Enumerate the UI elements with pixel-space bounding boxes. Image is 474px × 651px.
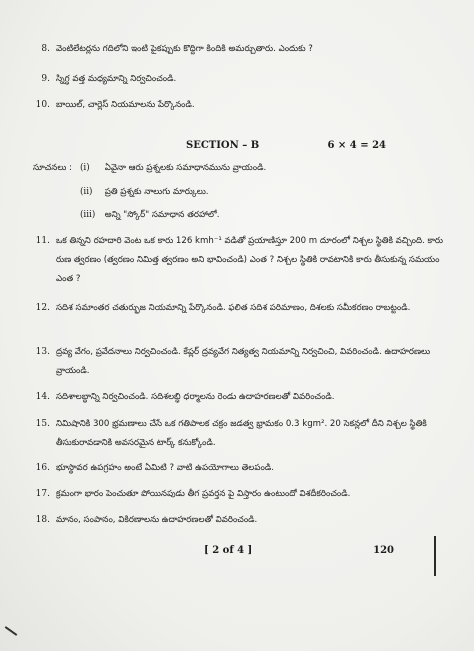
question-number: 17. — [35, 489, 50, 499]
question-number: 11. — [35, 236, 50, 246]
note-item — [80, 210, 219, 222]
note-roman: (i) — [80, 163, 90, 173]
question-text: సదిశ సమాంతర చతుర్భుజ నియమాన్ని పేర్కొనండి. ఫలిత సదిశ పరిమాణం, దిశలకు సమీకరణం రాబట్టండి. — [56, 303, 411, 313]
scan-corner-mark — [5, 626, 18, 636]
question-number: 14. — [35, 392, 50, 402]
question-17 — [28, 485, 452, 504]
question-text: నిమిషానికి 300 భ్రమణాలు చేసే ఒక గతిపాలక చక్రం జడత్వ భ్రామకం 0.3 kgm². 20 సెకన్లలో దీని నిశ్చల స్థితికి తీసుకురావడానికి అవసరమైన టార్క్ కనుక్కోండి. — [56, 419, 427, 448]
note-label: సూచనలు : — [33, 163, 73, 173]
section-title: SECTION – B — [186, 140, 260, 151]
question-text: స్నిగ్ధ వత్త మధ్యమాన్ని నిర్వచించండి. — [56, 74, 177, 84]
question-text: మానం, సంపానం, వికిరణాలను ఉదాహరణలతో వివరించండి. — [56, 515, 258, 525]
question-number: 12. — [35, 303, 50, 313]
question-18 — [28, 511, 452, 530]
note-item — [80, 187, 209, 199]
question-number: 8. — [41, 44, 50, 54]
note-roman: (ii) — [80, 187, 93, 197]
section-marks: 6 × 4 = 24 — [327, 140, 386, 151]
note-text: అన్ని "స్కోర్" సమాధాన తరహాలో. — [104, 210, 220, 220]
question-8 — [28, 40, 452, 59]
question-11 — [28, 232, 452, 289]
question-12 — [28, 299, 452, 318]
question-text: వెంటిలేటర్లను గదిలోని ఇంటి పైకప్పుకు కొద్దిగా కిందికి అమర్చుతారు. ఎందుకు ? — [56, 44, 313, 54]
question-9 — [28, 70, 452, 89]
question-number: 9. — [41, 74, 50, 84]
question-number: 15. — [35, 419, 50, 429]
page-indicator: [ 2 of 4 ] — [204, 545, 253, 556]
question-15 — [28, 415, 452, 453]
question-text: సదిశాలబ్ధాన్ని నిర్వచించండి. సదిశలబ్ధి ధర్మాలను రెండు ఉదాహరణలతో వివరించండి. — [56, 392, 335, 402]
question-number: 16. — [35, 463, 50, 473]
scan-edge-mark — [434, 536, 436, 576]
paper-code: 120 — [373, 545, 394, 556]
question-text: బాయిల్, చార్లెస్ నియమాలను పేర్కొనండి. — [56, 100, 195, 110]
question-13 — [28, 343, 452, 381]
note-roman: (iii) — [80, 210, 96, 220]
question-10 — [28, 96, 452, 115]
question-number: 18. — [35, 515, 50, 525]
question-text: భూస్థావర ఉపగ్రహం అంటే ఏమిటి ? వాటి ఉపయోగాలు తెలపండి. — [56, 463, 274, 473]
note-text: ప్రతి ప్రశ్నకు నాలుగు మార్కులు. — [104, 187, 209, 197]
note-item — [80, 163, 266, 175]
note-text: ఏవైనా ఆరు ప్రశ్నలకు సమాధానమును వ్రాయండి. — [104, 163, 267, 173]
question-14 — [28, 388, 452, 407]
question-text: ఒక తిన్నని రహదారి వెంట ఒక కారు 126 kmh⁻¹ వడితో ప్రయాణిస్తూ 200 m దూరంలో నిశ్చల స్థితికి వచ్చింది. కారు రుణ త్వరణం (త్వరణం నిమిత్త త్వరణం అని భావించండి) ఎంత ? నిశ్చల స్థితికి రావటానికి కారు తీసుకున్న సమయం ఎంత ? — [56, 236, 443, 284]
question-text: క్రమంగా భారం పెంచుతూ పోయినపుడు తీగ ప్రవర్తన పై విస్తారం ఉంటుందో విశదీకరించండి. — [56, 489, 351, 499]
question-number: 10. — [35, 100, 50, 110]
question-text: ద్రవ్య వేగం, ప్రవేదనాలు నిర్వచించండి. కేప్లర్ ద్రవ్యవేగ నిత్యత్వ నియమాన్ని నిర్వచించి, వివరించండి. ఉదాహరణలు వ్రాయండి. — [56, 347, 431, 376]
question-number: 13. — [35, 347, 50, 357]
question-16 — [28, 459, 452, 478]
